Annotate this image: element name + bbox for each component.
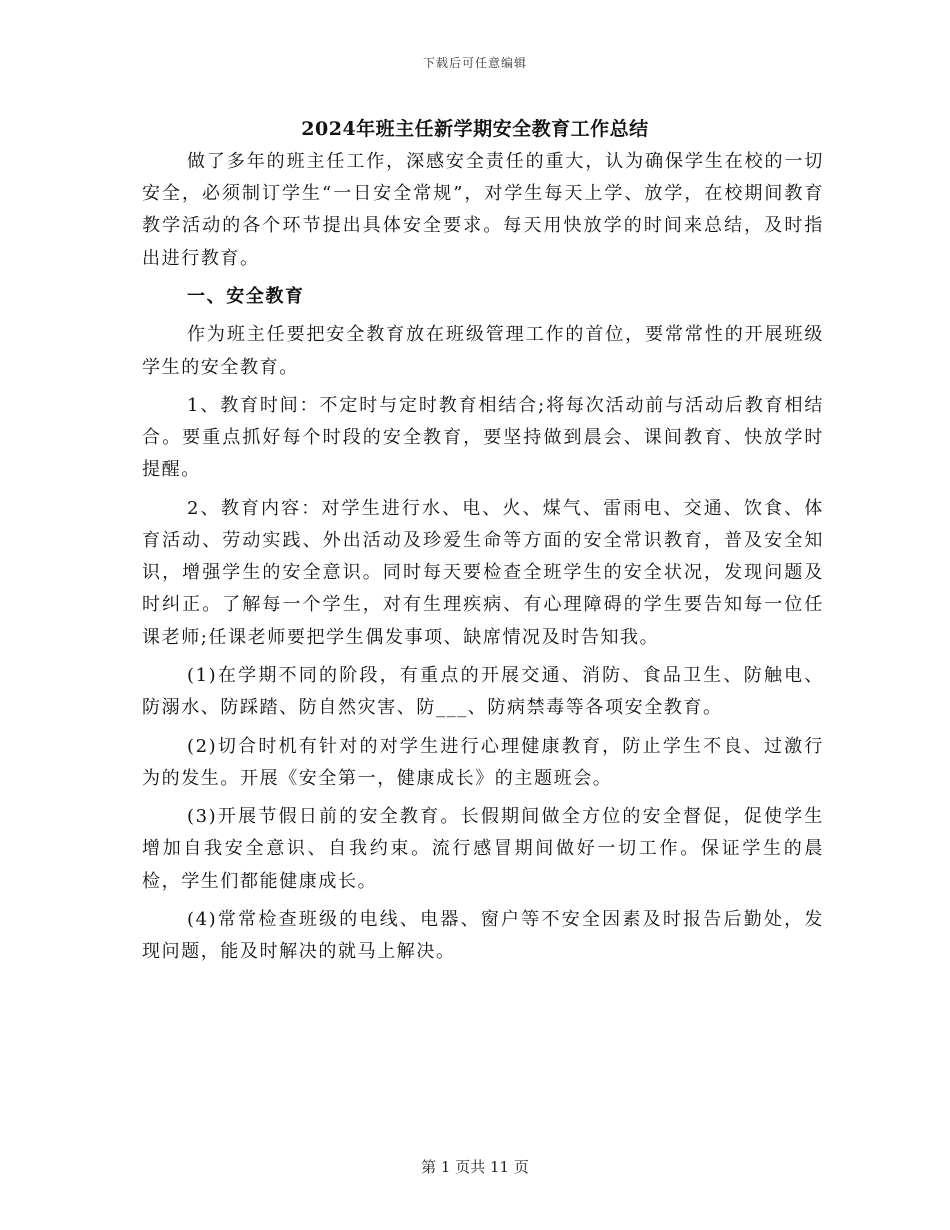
header-note: 下载后可任意编辑 [422,56,527,70]
paragraph-item-4: (4)常常检查班级的电线、电器、窗户等不安全因素及时报告后勤处，发现问题，能及时解决的就马上解决。 [142,908,824,963]
page-number: 第 1 页共 11 页 [421,1158,529,1176]
paragraph-overview: 作为班主任要把安全教育放在班级管理工作的首位，要常常性的开展班级学生的安全教育。 [142,324,824,378]
paragraph-item-3: (3)开展节假日前的安全教育。长假期间做全方位的安全督促，促使学生增加自我安全意识、自我约束。流行感冒期间做好一切工作。保证学生的晨检，学生们都能健康成长。 [142,806,824,892]
document-body [142,146,824,975]
section-heading-safety-education: 一、安全教育 [187,286,305,307]
paragraph-education-content: 2、教育内容：对学生进行水、电、火、煤气、雷雨电、交通、饮食、体育活动、劳动实践、外出活动及珍爱生命等方面的安全常识教育，普及安全知识，增强学生的安全意识。同时每天要检查全班学生的安全状况，发现问题及时纠正。了解每一个学生，对有生理疾病、有心理障碍的学生要告知每一位任课老师;任课老师要把学生偶发事项、缺席情况及时告知我。 [142,497,824,648]
document-title: 2024年班主任新学期安全教育工作总结 [301,118,649,140]
paragraph-intro: 做了多年的班主任工作，深感安全责任的重大，认为确保学生在校的一切安全，必须制订学生“一日安全常规”，对学生每天上学、放学，在校期间教育教学活动的各个环节提出具体安全要求。每天用快放学的时间来总结，及时指出进行教育。 [142,151,824,269]
paragraph-item-1: (1)在学期不同的阶段，有重点的开展交通、消防、食品卫生、防触电、防溺水、防踩踏、防自然灾害、防___、防病禁毒等各项安全教育。 [142,664,824,719]
paragraph-education-time: 1、教育时间：不定时与定时教育相结合;将每次活动前与活动后教育相结合。要重点抓好每个时段的安全教育，要坚持做到晨会、课间教育、快放学时提醒。 [142,394,824,481]
paragraph-item-2: (2)切合时机有针对的对学生进行心理健康教育，防止学生不良、过激行为的发生。开展《安全第一，健康成长》的主题班会。 [142,735,824,789]
